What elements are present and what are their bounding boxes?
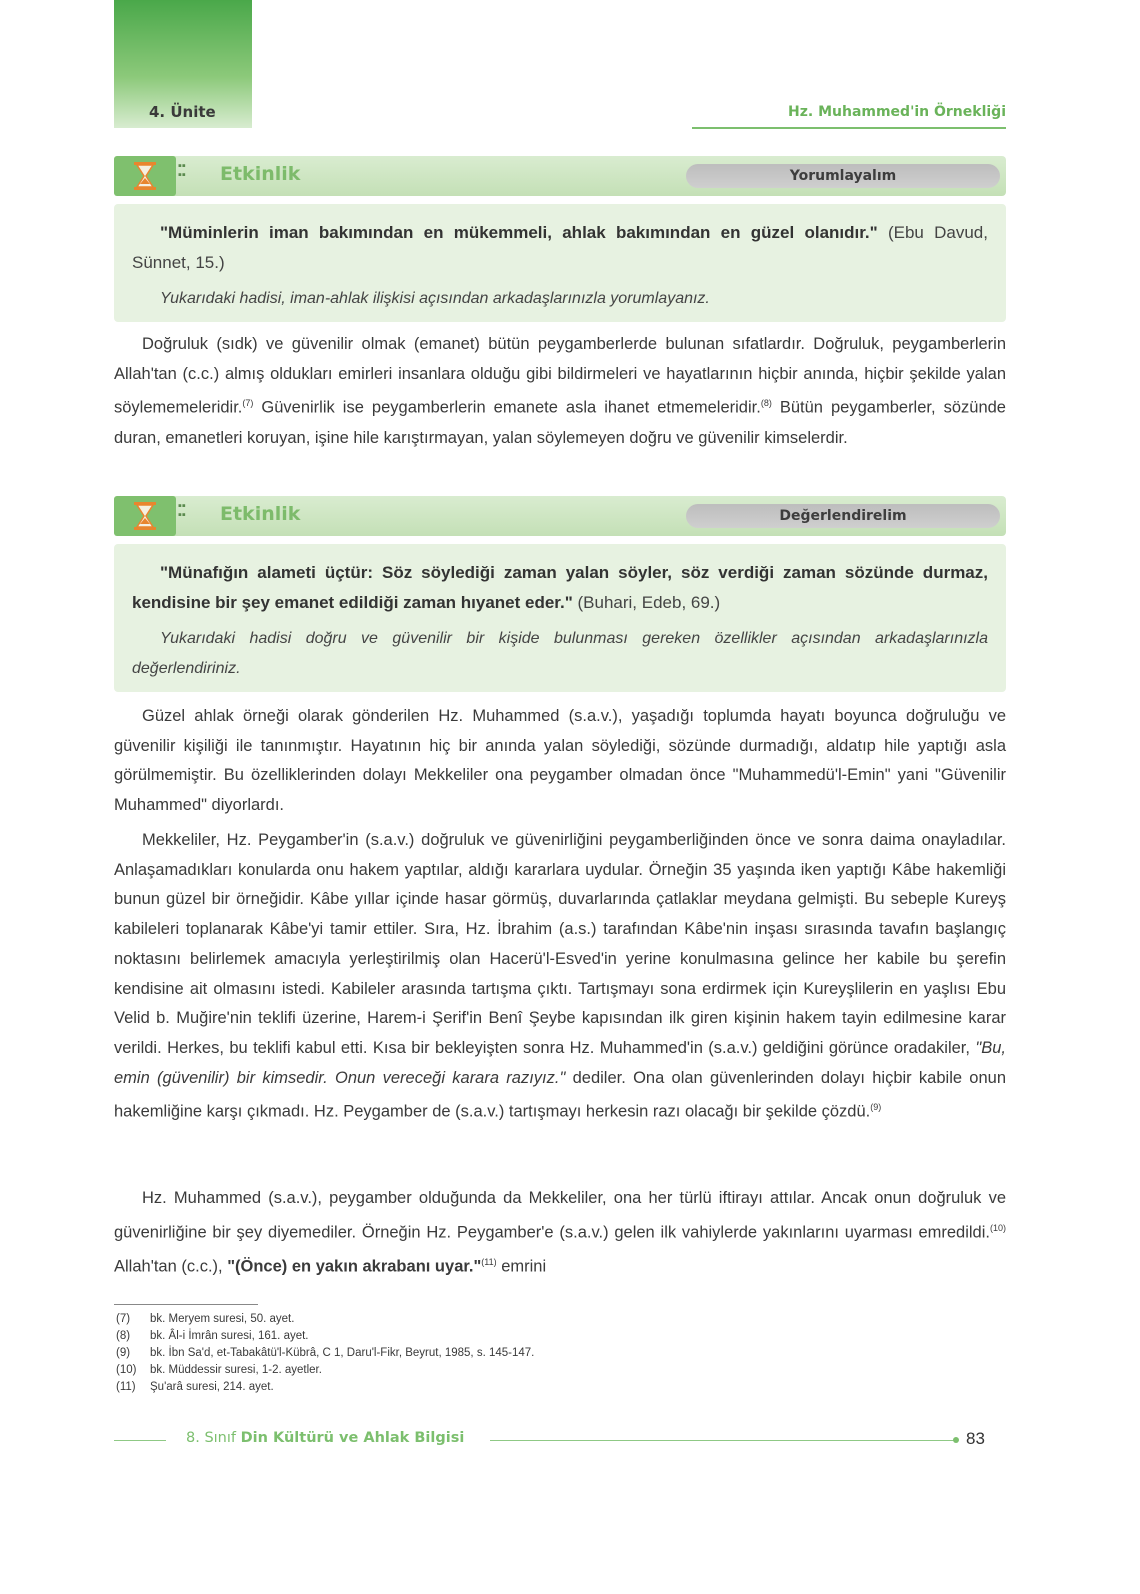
footnote: [116, 1345, 1006, 1362]
hadith-quote: [132, 558, 988, 618]
body-paragraph-3: [114, 826, 1006, 1128]
footnote-number: (10): [116, 1364, 137, 1376]
footnote: [116, 1328, 1006, 1345]
hadith-text: "Müminlerin iman bakımından en mükemmeli, ahlak bakımından en güzel olanıdır.": [160, 223, 878, 242]
activity-tag: Yorumlayalım: [686, 164, 1000, 188]
unit-label: 4. Ünite: [149, 103, 216, 121]
quoted-speech: "Bu, emin (güvenilir) bir kimsedir. Onun vereceği karara razıyız.": [114, 1038, 1006, 1087]
hourglass-icon: [114, 156, 176, 196]
footnote-ref: (10): [989, 1222, 1006, 1233]
text-span: Bütün peygamberler, sözünde duran, emanetleri koruyan, işine hile karıştırmayan, yalan söylemeyen doğru ve güvenilir kimselerdir.: [114, 398, 1006, 447]
hadith-source: (Ebu Davud, Sünnet, 15.): [132, 223, 988, 272]
text-span: dediler. Ona olan güvenlerinden dolayı hiçbir kabile onun hakemliğine karşı çıkmadı. Hz. Peygamber de (s.a.v.) tartışmayı herkesin razı olacağı bir şekilde çözdü.: [114, 1068, 1007, 1121]
footnote-text: bk. Âl-i İmrân suresi, 161. ayet.: [150, 1330, 309, 1342]
footer-rule-left: [114, 1440, 166, 1441]
section-title: Hz. Muhammed'in Örnekliği: [788, 104, 1006, 120]
footnote-number: (11): [116, 1381, 136, 1393]
activity-title: Etkinlik: [220, 503, 301, 525]
footnote-text: bk. İbn Sa'd, et-Tabakâtü'l-Kübrâ, C 1, Daru'l-Fikr, Beyrut, 1985, s. 145-147.: [150, 1347, 535, 1359]
text-span: Mekkeliler, Hz. Peygamber'in (s.a.v.) doğruluk ve güvenirliğini peygamberliğinden önce ve sonra daima onayladılar. Anlaşamadıkları konularda onu hakem yaptılar, aldığı kararlara uydular. Örneğin 35 yaşında iken yaptığı Kâbe hakemliği bunun güzel bir örneğidir. Kâbe yıllar içinde hasar görmüş, duvarlarında çatlaklar meydana gelmişti. Bu sebeple Kureyş kabileleri toplanarak Kâbe'yi tamir ettiler. Sıra, Hz. İbrahim (a.s.) tarafından Kâbe'nin inşası sırasında tavafın başlangıç noktasını belirlemek amacıyla yerleştirilmiş olan Hacerü'l-Esved'in yerine konulmasına gelince her kabile bu şerefin kendisine ait olmasını istedi. Kabileler arasında tartışma çıktı. Tartışmayı sona erdirmek için Kureyşlilerin en yaşlısı Ebu Velid b. Muğire'nin teklifi üzerine, Harem-i Şerif'in Benî Şeybe kapısından ilk giren kişinin hakem tayin edilmesine karar verildi. Herkes, bu teklifi kabul etti. Kısa bir bekleyişten sonra Hz. Muhammed'in (s.a.v.) geldiğini görünce oradakiler,: [114, 831, 1006, 1057]
corner-marks-icon: ▪▪ ▪▪: [178, 500, 186, 521]
activity-task: Yukarıdaki hadisi, iman-ahlak ilişkisi açısından arkadaşlarınızla yorumlayanız.: [160, 290, 710, 307]
hadith-quote: [132, 218, 988, 278]
footer-book-title: [186, 1430, 464, 1446]
footnote-ref: (9): [870, 1102, 882, 1113]
text-span: Güvenirlik ise peygamberlerin emanete asla ihanet etmemeleridir.: [253, 398, 761, 417]
footnote-number: (9): [116, 1347, 131, 1359]
hourglass-icon: [114, 496, 176, 536]
footnote-ref: (7): [242, 398, 254, 409]
corner-marks-icon: ▪▪ ▪▪: [178, 160, 186, 181]
text-span: Hz. Muhammed (s.a.v.), peygamber olduğunda da Mekkeliler, ona her türlü iftirayı attılar. Ancak onun doğruluk ve güvenirliğine bir şey diyemediler. Örneğin Hz. Peygamber'e (s.a.v.) gelen ilk vahiylerde yakınlarını uyarması emredildi.: [114, 1189, 1006, 1242]
footnote-text: bk. Meryem suresi, 50. ayet.: [150, 1313, 295, 1325]
footnote-rule: [114, 1304, 258, 1305]
text-span: emrini: [496, 1257, 547, 1276]
footer-book: Din Kültürü ve Ahlak Bilgisi: [240, 1430, 465, 1446]
activity-box-1: [114, 204, 1006, 322]
activity-tag: Değerlendirelim: [686, 504, 1000, 528]
page-number: 83: [966, 1429, 985, 1448]
activity-header-1: [114, 156, 1006, 196]
footnote: [116, 1379, 1006, 1396]
footnotes: [116, 1311, 1006, 1396]
text-span: Allah'tan (c.c.),: [114, 1257, 228, 1276]
footnote-text: Şu'arâ suresi, 214. ayet.: [150, 1381, 274, 1393]
footnote: [116, 1362, 1006, 1379]
footnote-ref: (11): [481, 1256, 497, 1267]
header-rule: [692, 127, 1006, 129]
footnote-number: (7): [116, 1313, 131, 1325]
body-paragraph-1: [114, 330, 1006, 453]
activity-header-2: [114, 496, 1006, 536]
body-paragraph-4: [114, 1184, 1006, 1282]
activity-box-2: [114, 544, 1006, 692]
footer-grade: 8. Sınıf: [186, 1430, 241, 1446]
hadith-text: "Münafığın alameti üçtür: Söz söylediği zaman yalan söyler, söz verdiği zaman sözünde durmaz, kendisine bir şey emanet edildiği zaman hıyanet eder.": [132, 563, 988, 612]
footnote-number: (8): [116, 1330, 131, 1342]
footnote: [116, 1311, 1006, 1328]
footnote-ref: (8): [760, 398, 772, 409]
body-paragraph-2: Güzel ahlak örneği olarak gönderilen Hz. Muhammed (s.a.v.), yaşadığı toplumda hayatı boyunca doğruluğu ve güvenilir kişiliği ile tanınmıştır. Hayatının hiç bir anında yalan söylediği, sözünde durmadığı, aldatıp hile yaptığı asla görülmemiştir. Bu özelliklerinden dolayı Mekkeliler ona peygamber olmadan önce "Muhammedü'l-Emin" yani "Güvenilir Muhammed" diyorlardı.: [114, 707, 1006, 815]
activity-task: Yukarıdaki hadisi doğru ve güvenilir bir kişide bulunması gereken özellikler açısından arkadaşlarınızla değerlendiriniz.: [132, 630, 988, 677]
footnote-text: bk. Müddessir suresi, 1-2. ayetler.: [150, 1364, 322, 1376]
verse-quote: "(Önce) en yakın akrabanı uyar.": [227, 1257, 482, 1276]
activity-title: Etkinlik: [220, 163, 301, 185]
hadith-source: (Buhari, Edeb, 69.): [572, 593, 721, 612]
footer-dot: [953, 1437, 959, 1443]
footer-rule-right: [490, 1440, 955, 1441]
text-span: Doğruluk (sıdk) ve güvenilir olmak (emanet) bütün peygamberlerde bulunan sıfatlardır. Doğruluk, peygamberlerin Allah'tan (c.c.) almış oldukları emirleri insanlara olduğu gibi bildirmeleri ve hayatlarının hiçbir anında, hiçbir şekilde yalan söylememeleridir.: [114, 335, 1006, 417]
